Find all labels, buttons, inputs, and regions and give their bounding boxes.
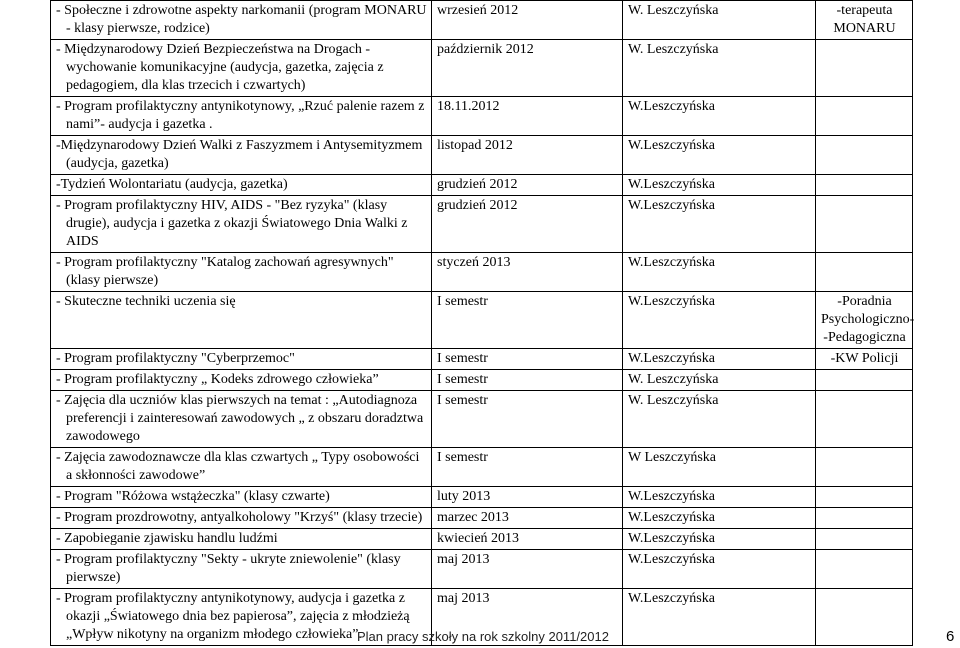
table-row <box>51 508 913 529</box>
person-cell: W.Leszczyńska <box>623 175 816 196</box>
activity-cell: - Zajęcia dla uczniów klas pierwszych na temat : „Autodiagnoza preferencji i zainteresowań zawodowych „ z obszaru doradztwa zawodowego <box>51 391 432 448</box>
page-footer: Plan pracy szkoły na rok szkolny 2011/2012 <box>357 629 609 644</box>
activity-cell: - Program profilaktyczny „ Kodeks zdrowego człowieka” <box>51 370 432 391</box>
table-row <box>51 97 913 136</box>
date-cell: marzec 2013 <box>432 508 623 529</box>
activity-cell: - Program profilaktyczny HIV, AIDS - "Bez ryzyka" (klasy drugie), audycja i gazetka z okazji Światowego Dnia Walki z AIDS <box>51 196 432 253</box>
table-row <box>51 1 913 40</box>
person-cell: W.Leszczyńska <box>623 487 816 508</box>
person-cell: W. Leszczyńska <box>623 370 816 391</box>
partner-cell <box>816 136 913 175</box>
table-row <box>51 448 913 487</box>
partner-cell <box>816 487 913 508</box>
date-cell: luty 2013 <box>432 487 623 508</box>
date-cell: I semestr <box>432 349 623 370</box>
date-cell: I semestr <box>432 391 623 448</box>
partner-cell <box>816 529 913 550</box>
partner-cell <box>816 589 913 646</box>
date-cell: I semestr <box>432 292 623 349</box>
activity-cell: - Program profilaktyczny "Katalog zachowań agresywnych" (klasy pierwsze) <box>51 253 432 292</box>
person-cell: W. Leszczyńska <box>623 1 816 40</box>
date-cell: I semestr <box>432 370 623 391</box>
activity-cell: - Program profilaktyczny antynikotynowy, audycja i gazetka z okazji „Światowego dnia bez papierosa”, zajęcia z młodzieżą „Wpływ nikotyny na organizm młodego człowieka”. <box>51 589 432 646</box>
activity-cell: - Program "Różowa wstążeczka" (klasy czwarte) <box>51 487 432 508</box>
table-row <box>51 487 913 508</box>
table-row <box>51 292 913 349</box>
partner-cell <box>816 253 913 292</box>
activity-cell: -Tydzień Wolontariatu (audycja, gazetka) <box>51 175 432 196</box>
table-row <box>51 370 913 391</box>
activity-cell: - Międzynarodowy Dzień Bezpieczeństwa na Drogach - wychowanie komunikacyjne (audycja, gazetka, zajęcia z pedagogiem, dla klas trzecich i czwartych) <box>51 40 432 97</box>
activity-cell: - Program profilaktyczny antynikotynowy, „Rzuć palenie razem z nami”- audycja i gazetka . <box>51 97 432 136</box>
date-cell: kwiecień 2013 <box>432 529 623 550</box>
date-cell: październik 2012 <box>432 40 623 97</box>
activity-cell: - Program prozdrowotny, antyalkoholowy "Krzyś" (klasy trzecie) <box>51 508 432 529</box>
person-cell: W.Leszczyńska <box>623 292 816 349</box>
date-cell: grudzień 2012 <box>432 175 623 196</box>
partner-cell <box>816 370 913 391</box>
person-cell: W.Leszczyńska <box>623 97 816 136</box>
person-cell: W.Leszczyńska <box>623 136 816 175</box>
table-row <box>51 175 913 196</box>
partner-cell <box>816 97 913 136</box>
table-row <box>51 529 913 550</box>
partner-cell <box>816 550 913 589</box>
date-cell: 18.11.2012 <box>432 97 623 136</box>
table-row <box>51 253 913 292</box>
table-row <box>51 40 913 97</box>
person-cell: W.Leszczyńska <box>623 349 816 370</box>
person-cell: W.Leszczyńska <box>623 589 816 646</box>
person-cell: W Leszczyńska <box>623 448 816 487</box>
date-cell: maj 2013 <box>432 589 623 646</box>
person-cell: W. Leszczyńska <box>623 391 816 448</box>
date-cell: I semestr <box>432 448 623 487</box>
date-cell: grudzień 2012 <box>432 196 623 253</box>
activity-cell: - Skuteczne techniki uczenia się <box>51 292 432 349</box>
partner-cell <box>816 40 913 97</box>
partner-cell <box>816 196 913 253</box>
table-row <box>51 349 913 370</box>
date-cell: maj 2013 <box>432 550 623 589</box>
activity-cell: - Społeczne i zdrowotne aspekty narkomanii (program MONARU - klasy pierwsze, rodzice) <box>51 1 432 40</box>
plan-table <box>50 0 913 646</box>
activity-cell: - Program profilaktyczny "Cyberprzemoc" <box>51 349 432 370</box>
date-cell: wrzesień 2012 <box>432 1 623 40</box>
date-cell: listopad 2012 <box>432 136 623 175</box>
person-cell: W.Leszczyńska <box>623 508 816 529</box>
activity-cell: - Zapobieganie zjawisku handlu ludźmi <box>51 529 432 550</box>
activity-cell: - Zajęcia zawodoznawcze dla klas czwartych „ Typy osobowości a skłonności zawodowe” <box>51 448 432 487</box>
partner-cell <box>816 448 913 487</box>
person-cell: W. Leszczyńska <box>623 40 816 97</box>
table-row <box>51 391 913 448</box>
page-number: 6 <box>946 628 955 645</box>
person-cell: W.Leszczyńska <box>623 196 816 253</box>
partner-cell: -terapeuta MONARU <box>816 1 913 40</box>
activity-cell: -Międzynarodowy Dzień Walki z Faszyzmem i Antysemityzmem (audycja, gazetka) <box>51 136 432 175</box>
person-cell: W.Leszczyńska <box>623 253 816 292</box>
date-cell: styczeń 2013 <box>432 253 623 292</box>
table-row <box>51 196 913 253</box>
person-cell: W.Leszczyńska <box>623 529 816 550</box>
partner-cell <box>816 391 913 448</box>
table-row <box>51 136 913 175</box>
partner-cell <box>816 508 913 529</box>
table-row <box>51 550 913 589</box>
activity-cell: - Program profilaktyczny "Sekty - ukryte zniewolenie" (klasy pierwsze) <box>51 550 432 589</box>
partner-cell <box>816 175 913 196</box>
person-cell: W.Leszczyńska <box>623 550 816 589</box>
partner-cell: -KW Policji <box>816 349 913 370</box>
partner-cell: -Poradnia Psychologiczno- -Pedagogiczna <box>816 292 913 349</box>
